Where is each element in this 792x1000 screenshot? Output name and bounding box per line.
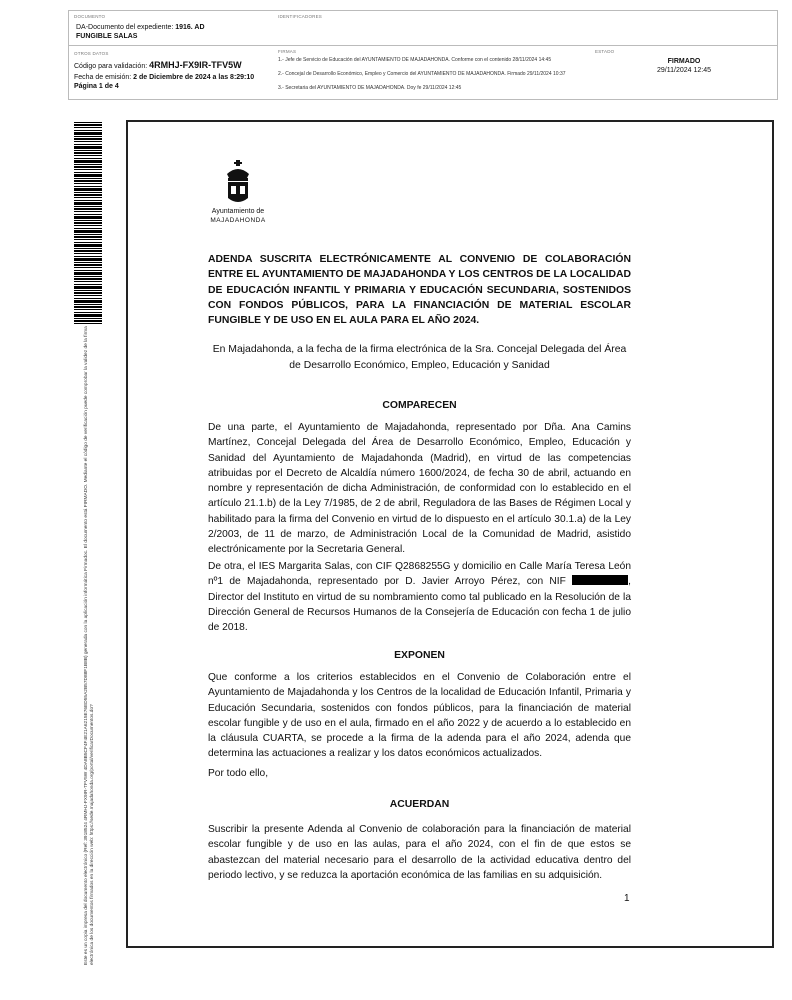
fecha-emision: 2 de Diciembre de 2024 a las 8:29:10 xyxy=(133,74,255,81)
barcode xyxy=(72,119,104,327)
expediente-number: 1916. AD xyxy=(175,24,205,31)
codigo-line xyxy=(74,61,242,71)
verification-side-text: Este es un copia impresa del documento electrónico (Ref: 3918524 4RMHJ-FX9IR-TFV5W 4DA8B5CF4F4E21A6215E76ED55A2B57D88F1B8B) generada con la aplicación informática Firmadoc. El documento está FIRMADO. Mediante el código de verificación puede comprobar la validez de la firma electrónica de los documentos firmados en la dirección web: https://sede.majadahonda.org/portal/verificarDocumentos.do? xyxy=(84,326,95,965)
firma-3: 3.- Secretaria del AYUNTAMIENTO DE MAJADAHONDA. Doy fe 29/11/2024 12:45 xyxy=(278,85,462,91)
fecha-line xyxy=(74,73,254,82)
paragraph-parte-1: De una parte, el Ayuntamiento de Majadahonda, representado por Dña. Ana Camins Martínez, Concejal Delegada del Área de Desarrollo Económico, Empleo, Educación y Sanidad del Ayuntamiento de Majadahonda (Madrid), en virtud de las competencias atribuidas por el Decreto de Alcaldía número 1600/2024, de fecha 30 de abril, actuando en nombre y representación de dicha Administración, de conformidad con lo establecido en el artículo 21.1.b) de la Ley 7/1985, de 2 de abril, Reguladora de las Bases de Régimen Local y habilitado para la firma del Convenio en virtud de lo dispuesto en el artículo 30.1.a) de la Ley 2/2003, de 11 de marzo, de Administración Local de la Comunidad de Madrid, asistido electrónicamente por la Secretaria General. xyxy=(208,422,631,556)
barcode-bars xyxy=(74,122,102,324)
paragraph-por-todo: Por todo ello, xyxy=(208,768,269,779)
logo-line2: MAJADAHONDA xyxy=(210,217,266,224)
identificadores-label: IDENTIFICADORES xyxy=(278,14,323,19)
fecha-label: Fecha de emisión: xyxy=(74,74,132,81)
expediente-line xyxy=(76,23,205,32)
firma-1: 1.- Jefe de Servicio de Educación del AYUNTAMIENTO DE MAJADAHONDA. Conforme con el contenido 28/11/2024 14:45 xyxy=(278,57,552,63)
comparecen-heading: COMPARECEN xyxy=(382,400,457,411)
paragraph-exponen: Que conforme a los criterios establecidos en el Convenio de Colaboración entre el Ayuntamiento de Majadahonda y los Centros de la localidad de Educación Infantil, Primaria y Educación Secundaria, sostenidos con fondos públicos, para la financiación de material escolar fungible y de uso en el aula, firmado en el año 2022 y de acuerdo a lo establecido en la cláusula CUARTA, se procede a la firma de la adenda para el año 2024, adenda que determina las actuaciones a realizar y los datos económicos actualizados. xyxy=(208,672,631,760)
codigo-validacion: 4RMHJ-FX9IR-TFV5W xyxy=(149,60,242,70)
header-top-row xyxy=(69,11,777,46)
acuerdan-heading: ACUERDAN xyxy=(389,799,450,810)
p2-end: , Director del Instituto en virtud de su nombramiento como tal publicado en la Resolución de la Dirección General de Recursos Humanos de la Consejería de Educación con fecha 1 de julio de 2018. xyxy=(208,576,631,634)
document-title: ADENDA SUSCRITA ELECTRÓNICAMENTE AL CONVENIO DE COLABORACIÓN ENTRE EL AYUNTAMIENTO DE MAJADAHONDA Y LOS CENTROS DE LA LOCALIDAD DE EDUCACIÓN INFANTIL Y PRIMARIA Y EDUCACIÓN SECUNDARIA, SOSTENIDOS CON FONDOS PÚBLICOS, PARA LA FINANCIACIÓN DE MATERIAL ESCOLAR FUNGIBLE Y DE USO EN EL AULA PARA EL AÑO 2024. xyxy=(208,254,631,327)
page-number: 1 xyxy=(624,893,630,904)
doc-type: DA-Documento del expediente: xyxy=(76,24,174,31)
pagina: Página 1 de 4 xyxy=(74,83,119,90)
doc-name: FUNGIBLE SALAS xyxy=(76,33,138,40)
firma-2: 2.- Concejal de Desarrollo Económico, Empleo y Comercio del AYUNTAMIENTO DE MAJADAHONDA. Firmado 29/11/2024 10:37 xyxy=(278,71,566,77)
otros-datos-label: OTROS DATOS xyxy=(74,51,109,56)
documento-label: DOCUMENTO xyxy=(74,14,106,19)
firmas-label: FIRMAS xyxy=(278,49,297,54)
estado-fecha: 29/11/2024 12:45 xyxy=(657,67,711,74)
exponen-heading: EXPONEN xyxy=(394,650,445,661)
estado-label: ESTADO xyxy=(595,49,615,54)
redaction-bar xyxy=(572,575,628,585)
codigo-label: Código para validación: xyxy=(74,63,148,70)
majadahonda-logo xyxy=(203,160,273,230)
logo-line1: Ayuntamiento de xyxy=(211,208,265,215)
paragraph-parte-2 xyxy=(208,559,631,635)
estado-firmado: FIRMADO xyxy=(667,58,701,65)
paragraph-acuerdan: Suscribir la presente Adenda al Convenio de colaboración para la financiación de material escolar fungible y de uso en las aulas, para el año 2024, con el fin de que estos se abastezcan del material necesario para el desarrollo de la actividad educativa dentro del periodo lectivo, y se reduzca la aportación económica de las familias en su adquisición. xyxy=(208,824,631,881)
place-date: En Majadahonda, a la fecha de la firma electrónica de la Sra. Concejal Delegada del Área de Desarrollo Económico, Empleo, Educación y Sanidad xyxy=(212,344,627,371)
document-header xyxy=(68,10,778,100)
p2-start: De otra, el IES Margarita Salas, con CIF Q2868255G y domicilio en Calle María Teresa León nº1 de Majadahonda, representado por D. Javier Arroyo Pérez, con NIF xyxy=(208,561,631,588)
